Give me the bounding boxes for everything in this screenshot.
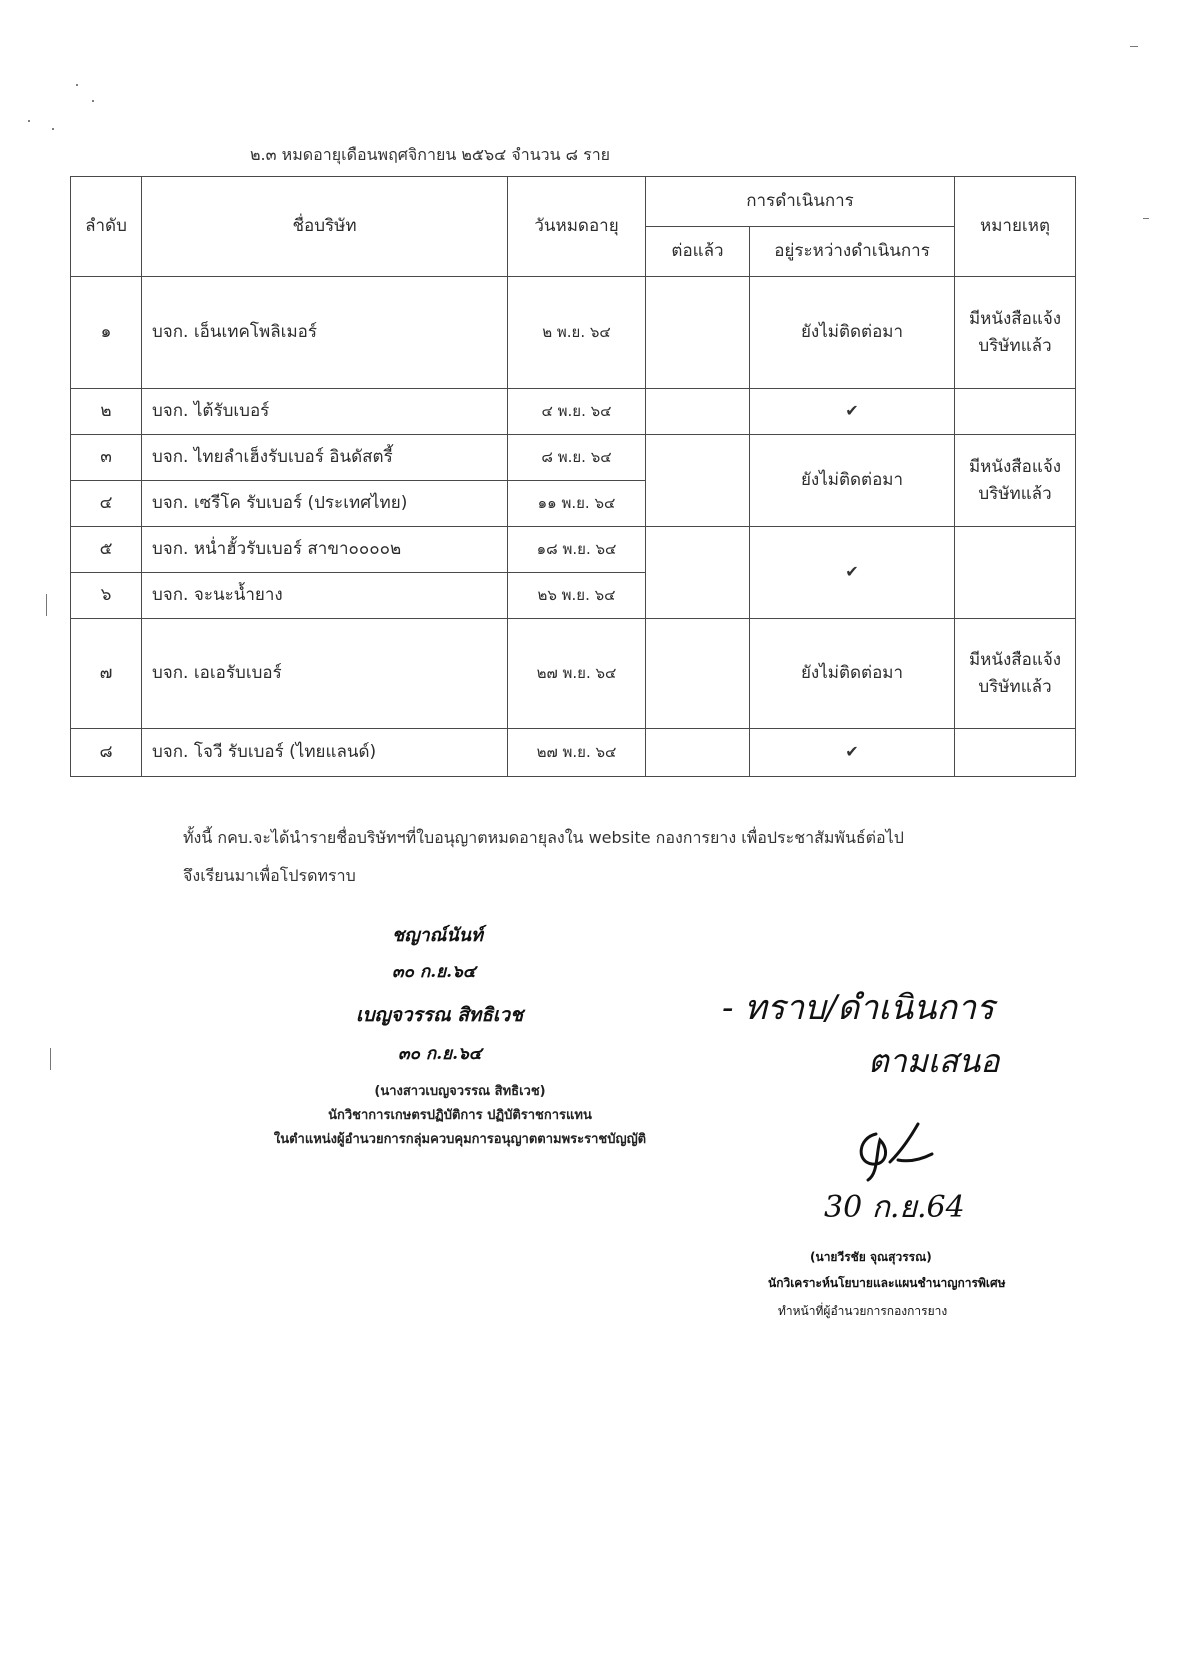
table-row (71, 389, 1076, 435)
right-printed-name: (นายวีรชัย จุณสุวรรณ) (810, 1250, 932, 1264)
row-order: ๔ (71, 481, 142, 527)
header-order: ลำดับ (71, 177, 142, 277)
header-company: ชื่อบริษัท (142, 177, 508, 277)
row-status-cell (750, 527, 955, 619)
remark-line-2: บริษัทแล้ว (978, 483, 1052, 504)
row-expiry: ๒๗ พ.ย. ๖๔ (508, 729, 646, 777)
row-expiry: ๔ พ.ย. ๖๔ (508, 389, 646, 435)
row-renewed-cell (646, 435, 750, 527)
row-remark (955, 389, 1076, 435)
table-row (71, 619, 1076, 729)
header-in-progress: อยู่ระหว่างดำเนินการ (750, 227, 955, 277)
row-renewed-cell (646, 389, 750, 435)
row-company: บจก. หน่ำฮั้วรับเบอร์ สาขา๐๐๐๐๒ (142, 527, 508, 573)
handwritten-signature-name: เบญจวรรณ สิทธิเวช (356, 1004, 523, 1026)
license-expiry-table (70, 176, 1076, 777)
handwritten-signature-mark (846, 1114, 936, 1182)
header-renewed: ต่อแล้ว (646, 227, 750, 277)
row-renewed-cell (646, 527, 750, 619)
row-expiry: ๘ พ.ย. ๖๔ (508, 435, 646, 481)
scan-edge-mark (1130, 46, 1138, 47)
row-remark (955, 277, 1076, 389)
row-expiry: ๒ พ.ย. ๖๔ (508, 277, 646, 389)
handwritten-approval-line-2: ตามเสนอ (868, 1042, 1000, 1080)
handwritten-initial-name: ชญาณ์นันท์ (392, 925, 483, 946)
body-paragraph: ทั้งนี้ กคบ.จะได้นำรายชื่อบริษัทฯที่ใบอนุญาตหมดอายุลงใน website กองการยาง เพื่อประชาสัมพันธ์ต่อไป (183, 828, 904, 847)
row-expiry: ๒๗ พ.ย. ๖๔ (508, 619, 646, 729)
handwritten-initial-date: ๓๐ ก.ย.๖๔ (392, 962, 476, 982)
remark-line-1: มีหนังสือแจ้ง (968, 650, 1062, 671)
right-position: นักวิเคราะห์นโยบายและแผนชำนาญการพิเศษ (768, 1276, 1006, 1290)
row-company: บจก. เอ็นเทคโพลิเมอร์ (142, 277, 508, 389)
row-order: ๒ (71, 389, 142, 435)
handwritten-approval-line-1: - ทราบ/ดำเนินการ (722, 988, 995, 1028)
header-action-group: การดำเนินการ (646, 177, 955, 227)
section-heading: ๒.๓ หมดอายุเดือนพฤศจิกายน ๒๕๖๔ จำนวน ๘ ราย (250, 145, 611, 164)
right-acting-for: ทำหน้าที่ผู้อำนวยการกองการยาง (778, 1304, 948, 1318)
row-remark (955, 527, 1076, 619)
row-company: บจก. ไทยลำเฮ็งรับเบอร์ อินดัสตรี้ (142, 435, 508, 481)
scan-speck (92, 100, 94, 102)
row-expiry: ๒๖ พ.ย. ๖๔ (508, 573, 646, 619)
row-status-cell (750, 729, 955, 777)
row-remark (955, 619, 1076, 729)
table-row (71, 527, 1076, 573)
remark-line-2: บริษัทแล้ว (978, 676, 1052, 697)
scan-speck (52, 128, 54, 130)
row-order: ๕ (71, 527, 142, 573)
row-status: ยังไม่ติดต่อมา (750, 619, 955, 729)
row-status: ยังไม่ติดต่อมา (750, 435, 955, 527)
handwritten-approval-date: 30 ก.ย.64 (824, 1190, 965, 1225)
scan-speck (76, 84, 78, 86)
closing-line: จึงเรียนมาเพื่อโปรดทราบ (183, 866, 356, 885)
row-order: ๗ (71, 619, 142, 729)
row-company: บจก. จะนะน้ำยาง (142, 573, 508, 619)
row-expiry: ๑๑ พ.ย. ๖๔ (508, 481, 646, 527)
row-order: ๖ (71, 573, 142, 619)
row-order: ๑ (71, 277, 142, 389)
remark-line-1: มีหนังสือแจ้ง (968, 309, 1062, 330)
scan-edge-mark (46, 594, 47, 616)
table-row (71, 277, 1076, 389)
check-mark-icon: ✔ (845, 742, 859, 762)
header-remark: หมายเหตุ (955, 177, 1076, 277)
check-mark-icon: ✔ (845, 562, 859, 582)
table-row (71, 729, 1076, 777)
scan-speck (28, 120, 30, 122)
table-row (71, 435, 1076, 481)
left-position: นักวิชาการเกษตรปฏิบัติการ ปฏิบัติราชการแทน (328, 1108, 592, 1123)
row-renewed-cell (646, 277, 750, 389)
row-status: ยังไม่ติดต่อมา (750, 277, 955, 389)
row-expiry: ๑๘ พ.ย. ๖๔ (508, 527, 646, 573)
header-expiry: วันหมดอายุ (508, 177, 646, 277)
row-company: บจก. ไต้รับเบอร์ (142, 389, 508, 435)
row-renewed-cell (646, 619, 750, 729)
row-order: ๓ (71, 435, 142, 481)
row-company: บจก. เซรีโค รับเบอร์ (ประเทศไทย) (142, 481, 508, 527)
handwritten-signature-date: ๓๐ ก.ย.๖๔ (398, 1044, 482, 1064)
table-header-row (71, 177, 1076, 227)
scan-edge-mark (50, 1048, 51, 1070)
row-company: บจก. เอเอรับเบอร์ (142, 619, 508, 729)
row-status-cell (750, 389, 955, 435)
row-remark (955, 729, 1076, 777)
row-company: บจก. โจวี รับเบอร์ (ไทยแลนด์) (142, 729, 508, 777)
row-renewed-cell (646, 729, 750, 777)
row-order: ๘ (71, 729, 142, 777)
remark-line-2: บริษัทแล้ว (978, 335, 1052, 356)
check-mark-icon: ✔ (845, 401, 859, 421)
left-printed-name: (นางสาวเบญจวรรณ สิทธิเวช) (374, 1084, 546, 1099)
remark-line-1: มีหนังสือแจ้ง (968, 457, 1062, 478)
left-acting-for: ในตำแหน่งผู้อำนวยการกลุ่มควบคุมการอนุญาตตามพระราชบัญญัติ (273, 1132, 647, 1147)
scan-edge-mark (1143, 218, 1149, 219)
row-remark (955, 435, 1076, 527)
